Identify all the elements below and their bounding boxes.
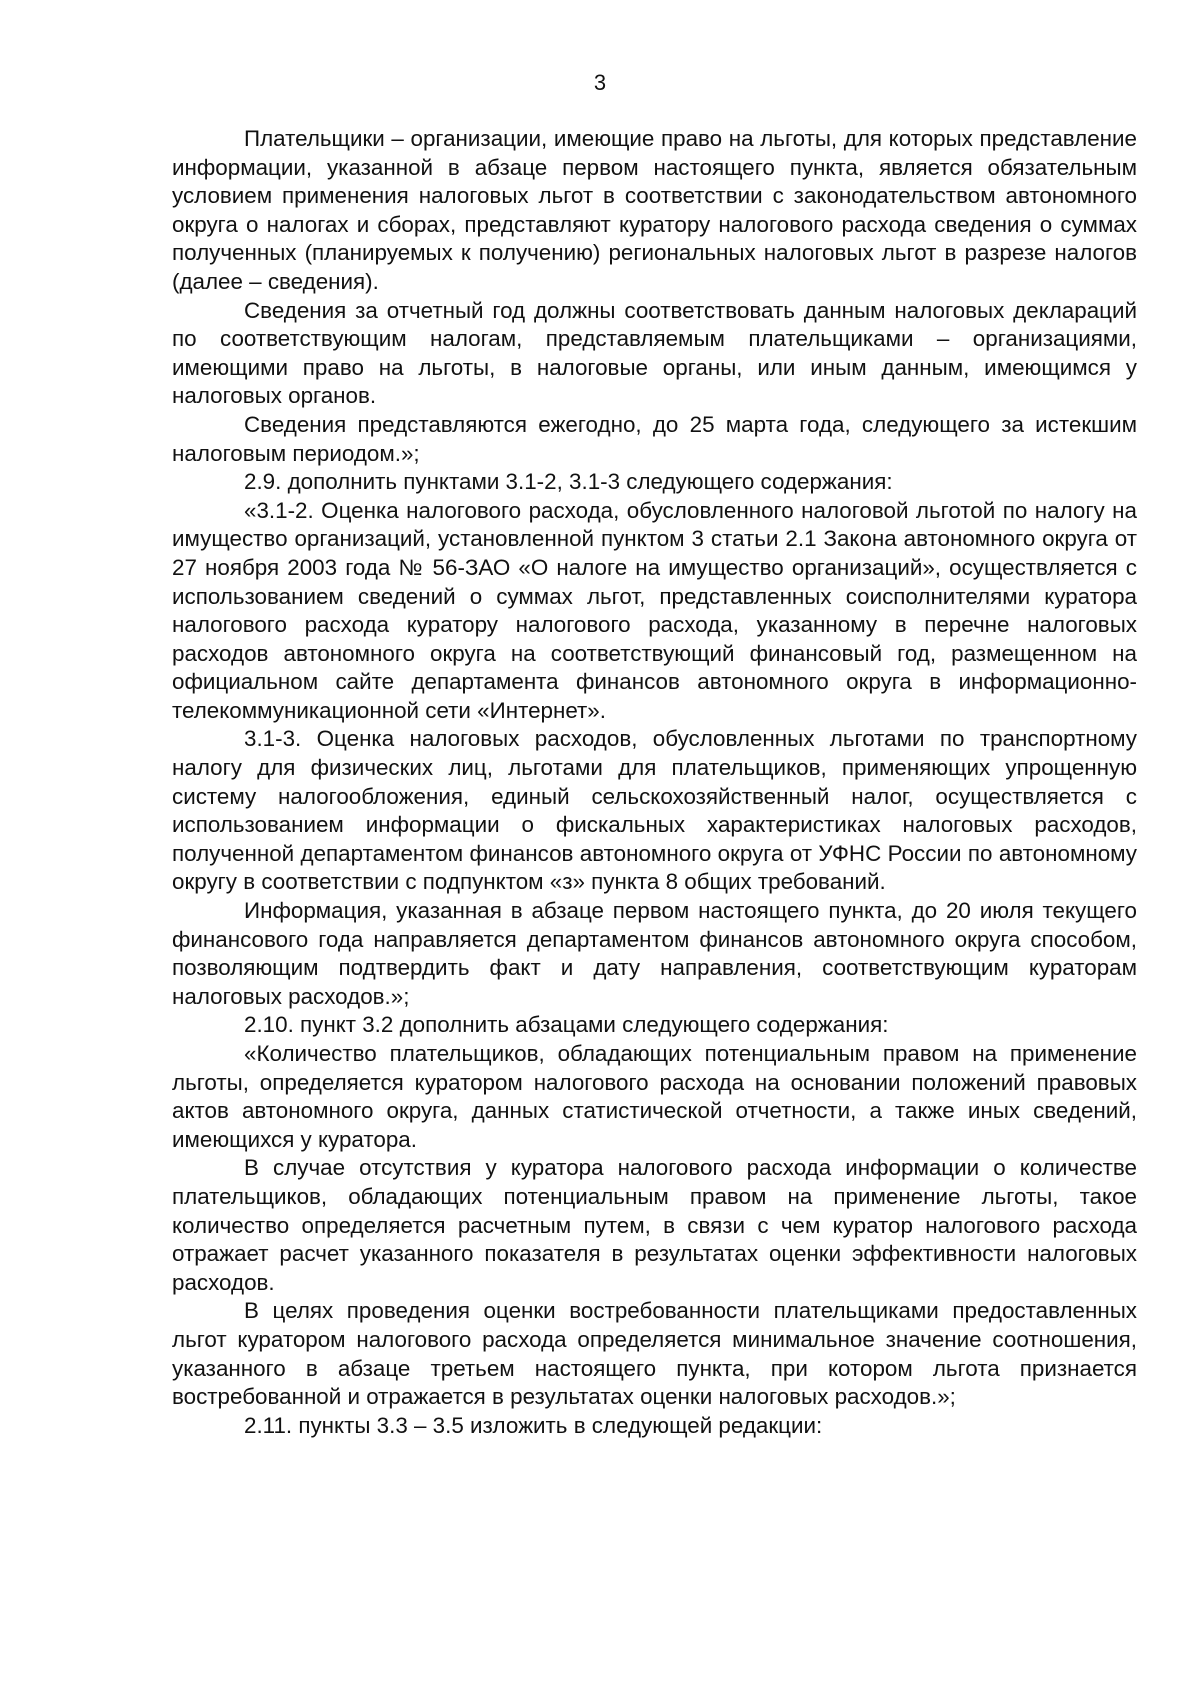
document-body	[172, 125, 1137, 1440]
paragraph: 3.1-3. Оценка налоговых расходов, обусловленных льготами по транспортному налогу для физических лиц, льготами для плательщиков, применяющих упрощенную систему налогообложения, единый сельскохозяйственный налог, осуществляется с использованием информации о фискальных характеристиках налоговых расходов, полученной департаментом финансов автономного округа от УФНС России по автономному округу в соответствии с подпунктом «з» пункта 8 общих требований.	[172, 726, 1137, 895]
paragraph: Сведения за отчетный год должны соответствовать данным налоговых деклараций по соответствующим налогам, представляемым плательщиками – организациями, имеющими право на льготы, в налоговые органы, или иным данным, имеющимся у налоговых органов.	[172, 297, 1137, 409]
paragraph: «3.1-2. Оценка налогового расхода, обусловленного налоговой льготой по налогу на имущество организаций, установленной пунктом 3 статьи 2.1 Закона автономного округа от 27 ноября 2003 года № 56-ЗАО «О налоге на имущество организаций», осуществляется с использованием сведений о суммах льгот, представленных соисполнителями куратора налогового расхода куратору налогового расхода, указанному в перечне налоговых расходов автономного округа на соответствующий финансовый год, размещенном на официальном сайте департамента финансов автономного округа в информационно-телекоммуникационной сети «Интернет».	[172, 497, 1137, 723]
paragraph: 2.9. дополнить пунктами 3.1-2, 3.1-3 следующего содержания:	[244, 469, 893, 495]
paragraph: 2.10. пункт 3.2 дополнить абзацами следующего содержания:	[244, 1012, 889, 1038]
paragraph: Информация, указанная в абзаце первом настоящего пункта, до 20 июля текущего финансового года направляется департаментом финансов автономного округа способом, позволяющим подтвердить факт и дату направления, соответствующим кураторам налоговых расходов.»;	[172, 898, 1137, 1009]
paragraph: «Количество плательщиков, обладающих потенциальным правом на применение льготы, определяется куратором налогового расхода на основании положений правовых актов автономного округа, данных статистической отчетности, а также иных сведений, имеющихся у куратора.	[172, 1041, 1137, 1152]
paragraph: Сведения представляются ежегодно, до 25 марта года, следующего за истекшим налоговым периодом.»;	[172, 411, 1137, 466]
page-number: 3	[593, 70, 607, 95]
paragraph: 2.11. пункты 3.3 – 3.5 изложить в следующей редакции:	[244, 1412, 823, 1438]
paragraph: В случае отсутствия у куратора налогового расхода информации о количестве плательщиков, обладающих потенциальным правом на применение льготы, такое количество определяется расчетным путем, в связи с чем куратор налогового расхода отражает расчет указанного показателя в результатах оценки эффективности налоговых расходов.	[172, 1155, 1137, 1295]
paragraph: Плательщики – организации, имеющие право на льготы, для которых представление информации, указанной в абзаце первом настоящего пункта, является обязательным условием применения налоговых льгот в соответствии с законодательством автономного округа о налогах и сборах, представляют куратору налогового расхода сведения о суммах полученных (планируемых к получению) региональных налоговых льгот в разрезе налогов (далее – сведения).	[172, 126, 1137, 294]
paragraph: В целях проведения оценки востребованности плательщиками предоставленных льгот куратором налогового расхода определяется минимальное значение соотношения, указанного в абзаце третьем настоящего пункта, при котором льгота признается востребованной и отражается в результатах оценки налоговых расходов.»;	[172, 1298, 1137, 1410]
